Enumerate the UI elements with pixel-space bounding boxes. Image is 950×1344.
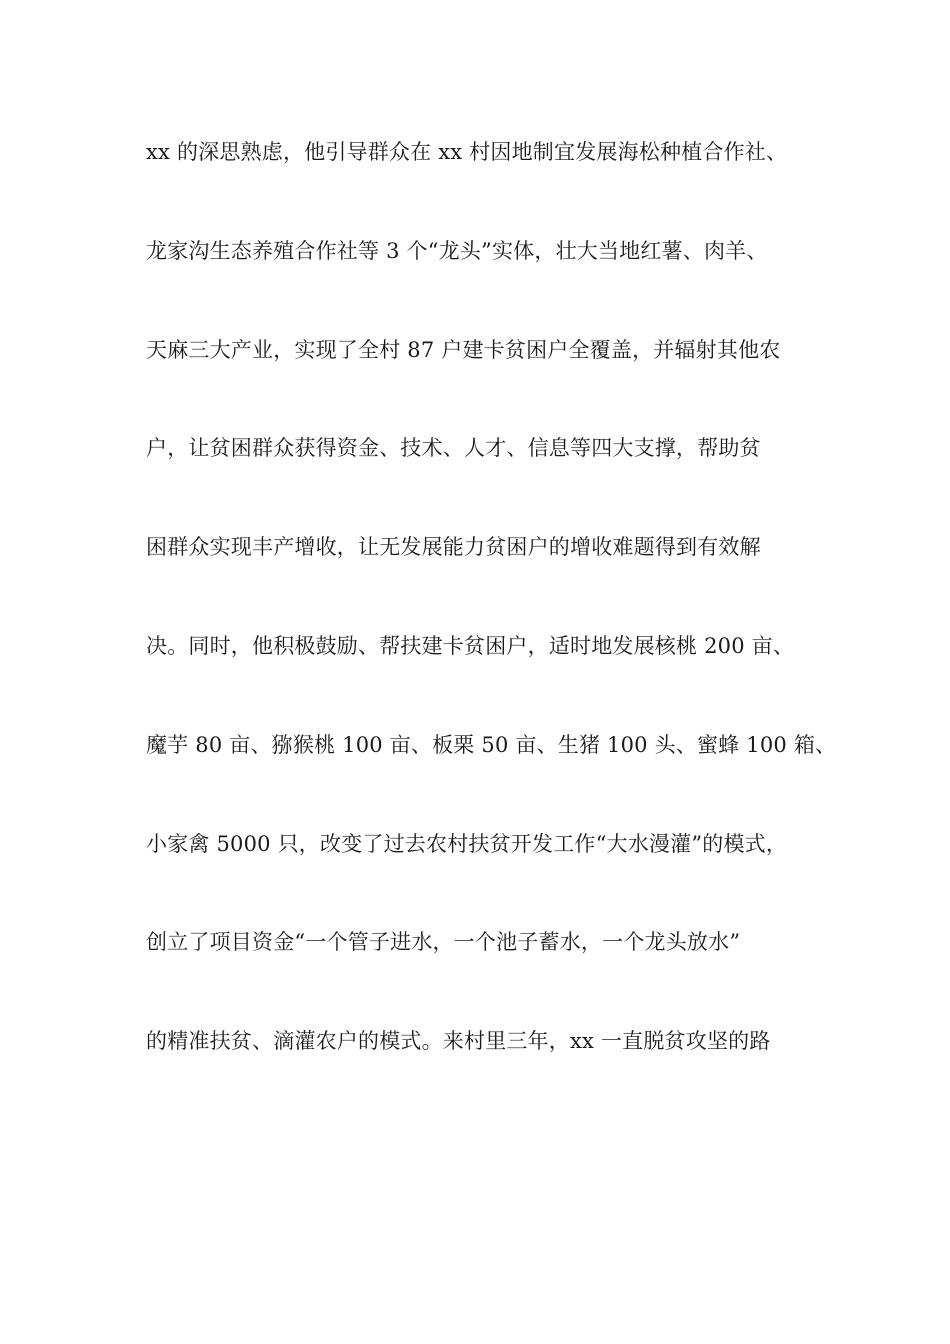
body-text [146,133,837,1121]
text-line: 魔芋 80 亩、猕猴桃 100 亩、板栗 50 亩、生猪 100 头、蜜蜂 100 箱、 [146,732,837,757]
text-line: 小家禽 5000 只，改变了过去农村扶贫开发工作“大水漫灌”的模式， [146,831,788,856]
text-line: xx 的深思熟虑，他引导群众在 xx 村因地制宜发展海松种植合作社、 [146,140,788,164]
text-line: 户，让贫困群众获得资金、技术、人才、信息等四大支撑，帮助贫 [146,436,761,461]
text-line: 创立了项目资金“一个管子进水，一个池子蓄水，一个龙头放水” [146,930,741,955]
text-line: 龙家沟生态养殖合作社等 3 个“龙头”实体，壮大当地红薯、肉羊、 [146,238,768,263]
text-line: 的精准扶贫、滴灌农户的模式。来村里三年，xx 一直脱贫攻坚的路 [146,1029,771,1054]
text-line: 决。同时，他积极鼓励、帮扶建卡贫困户，适时地发展核桃 200 亩、 [146,633,795,658]
text-line: 天麻三大产业，实现了全村 87 户建卡贫困户全覆盖，并辐射其他农 [146,337,781,362]
text-line: 困群众实现丰产增收，让无发展能力贫困户的增收难题得到有效解 [146,535,761,560]
